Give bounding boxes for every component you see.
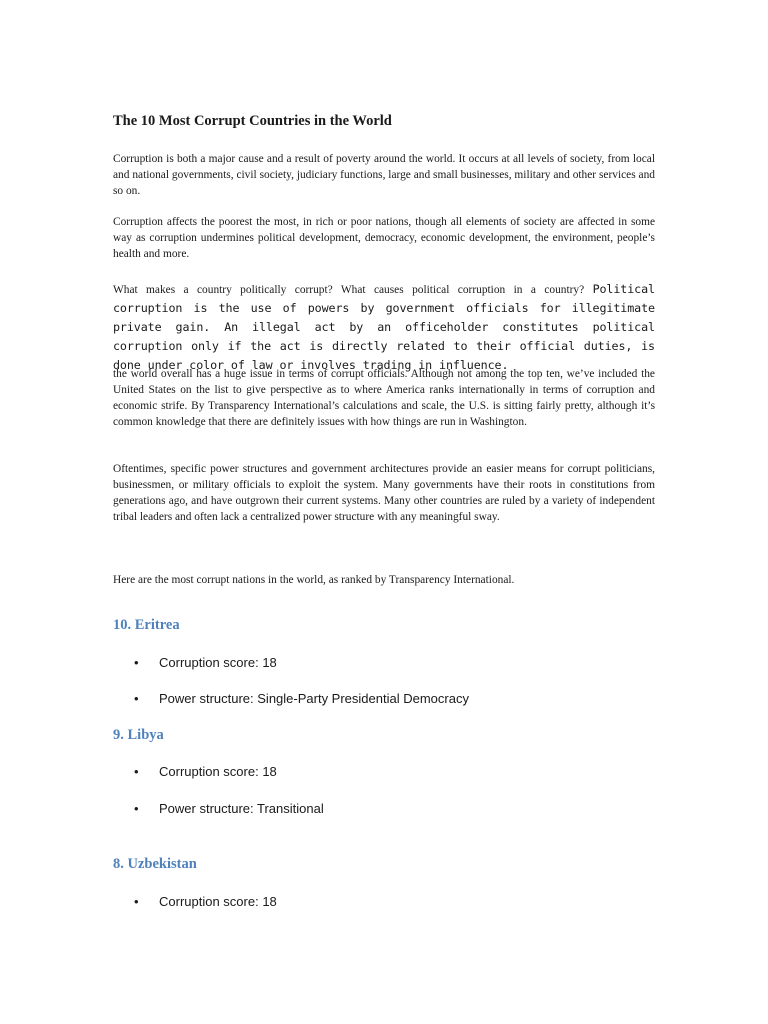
definition-quote-text: Political corruption is the use of powers by government officials for illegitimate private gain. An illegal act by an officeholder constitutes political corruption only if the act is directly related to their official duties, is done under color of law or involves trading in influence. (113, 282, 655, 372)
paragraph-ranking-intro: Here are the most corrupt nations in the world, as ranked by Transparency International. (113, 574, 515, 586)
paragraph-power-structures: Oftentimes, specific power structures and government architectures provide an easier means for corrupt politicians, businessmen, or military officials to exploit the system. Many governments have their roots in constitutions from generations ago, and have outgrown their current systems. Many other countries are ruled by a variety of independent tribal leaders and often lack a centralized power structure with any meaningful sway. (113, 463, 655, 523)
list-item-text: Corruption score: 18 (159, 764, 277, 779)
paragraph-intro: Corruption is both a major cause and a result of poverty around the world. It occurs at all levels of society, from local and national governments, civil society, judiciary functions, large and small businesses, military and other services and so on. (113, 153, 655, 197)
country-heading-libya: 9. Libya (113, 727, 164, 743)
list-item-text: Corruption score: 18 (159, 894, 277, 909)
bullet-icon: • (134, 801, 139, 816)
definition-lead-text: What makes a country politically corrupt? What causes political corruption in a country? (113, 284, 593, 296)
bullet-icon: • (134, 691, 139, 706)
document-title: The 10 Most Corrupt Countries in the World (113, 113, 392, 129)
bullet-icon: • (134, 655, 139, 670)
paragraph-definition (113, 280, 655, 375)
country-heading-uzbekistan: 8. Uzbekistan (113, 856, 197, 872)
bullet-icon: • (134, 764, 139, 779)
country-heading-eritrea: 10. Eritrea (113, 617, 180, 633)
list-item-text: Power structure: Single-Party Presidential Democracy (159, 691, 469, 706)
list-item-text: Power structure: Transitional (159, 801, 324, 816)
paragraph-world-overall: the world overall has a huge issue in terms of corrupt officials. Although not among the top ten, we’ve included the United States on the list to give perspective as to where America ranks internationally in terms of corruption and economic strife. By Transparency International’s calculations and scale, the U.S. is sitting fairly pretty, although it’s common knowledge that there are definitely issues with how things are run in Washington. (113, 368, 655, 428)
list-item-text: Corruption score: 18 (159, 655, 277, 670)
paragraph-poorest: Corruption affects the poorest the most, in rich or poor nations, though all elements of society are affected in some way as corruption undermines political development, democracy, economic development, the environment, people’s health and more. (113, 216, 655, 260)
bullet-icon: • (134, 894, 139, 909)
